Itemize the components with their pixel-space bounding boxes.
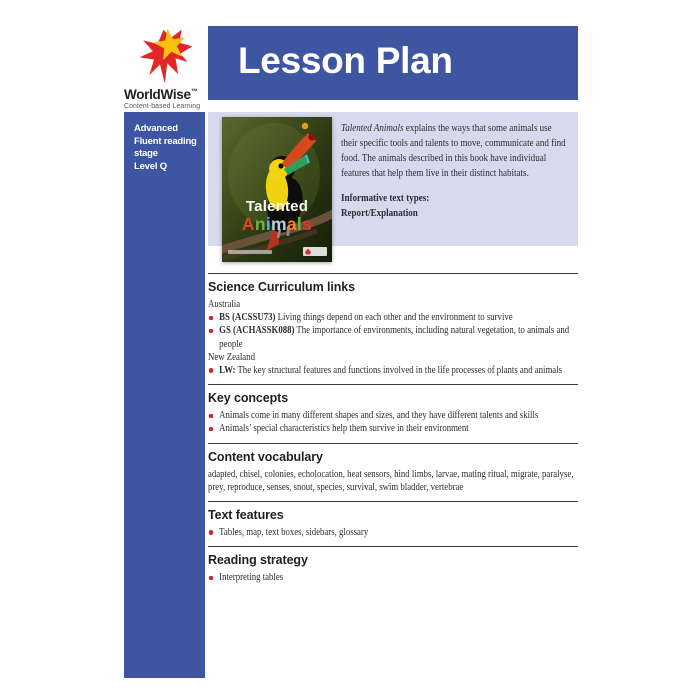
cover-publisher-logo [303, 247, 327, 256]
bullet-icon [209, 316, 213, 321]
item-text: Animals’ special characteristics help them survive in their environment [219, 423, 469, 435]
item-text: Interpreting tables [219, 572, 284, 584]
section-heading: Key concepts [208, 391, 289, 406]
book-description [341, 121, 569, 181]
section-items [208, 526, 578, 539]
item-content [219, 572, 283, 583]
item-bold: LW: [219, 365, 236, 377]
worldwise-star-icon [134, 26, 198, 86]
item-text: The importance of environments, including natural vegetation, to animals and people [219, 325, 570, 350]
bullet-icon [209, 368, 213, 373]
bullet-icon [209, 427, 213, 432]
item-content [219, 410, 538, 421]
section [208, 384, 578, 442]
bullet-item [208, 526, 578, 539]
item-text: Australia [208, 299, 241, 310]
sections [208, 273, 578, 591]
book-title-italic: Talented Animals [341, 123, 404, 134]
section-items [208, 298, 578, 377]
bullet-item [208, 311, 578, 324]
item-text: The key structural features and functions involved in the life processes of plants and animals [235, 365, 563, 377]
plain-item [208, 298, 578, 311]
bullet-icon [209, 329, 213, 334]
section-items [208, 571, 578, 584]
cover-letter: l [296, 213, 303, 234]
bullet-item [208, 571, 578, 584]
bullet-item [208, 324, 578, 350]
section-heading: Reading strategy [208, 553, 308, 568]
cover-letter: a [286, 213, 297, 234]
item-text: Living things depend on each other and the environment to survive [275, 312, 513, 324]
section-items [208, 468, 578, 494]
section [208, 273, 578, 384]
bullet-item [208, 409, 578, 422]
item-content [219, 325, 569, 349]
cover-letter: s [302, 213, 313, 234]
item-content [219, 365, 562, 376]
bullet-icon [209, 576, 213, 581]
intro-description-block [341, 121, 569, 221]
reading-level-label: Level Q [134, 160, 167, 172]
section-heading: Science Curriculum links [208, 280, 355, 294]
brand-name: WorldWise™ [124, 87, 198, 102]
section [208, 501, 578, 546]
bullet-item [208, 364, 578, 377]
section [208, 546, 578, 591]
book-cover [222, 117, 332, 262]
cover-title [222, 199, 332, 233]
item-text: New Zealand [208, 351, 255, 363]
brand-tagline: Content-based Learning [124, 103, 201, 110]
reading-stage-sidebar [124, 112, 205, 678]
cover-letter: A [241, 213, 255, 234]
cover-letter: n [254, 213, 266, 234]
item-content [219, 527, 368, 538]
item-text: Animals come in many different shapes and sizes, and they have different talents and skills [219, 410, 539, 422]
item-text: Tables, map, text boxes, sidebars, glossary [219, 527, 369, 539]
text-types-value: Report/Explanation [341, 207, 418, 219]
text-types-block [341, 192, 569, 221]
page-title: Lesson Plan [238, 40, 453, 81]
cover-letter: i [265, 213, 271, 234]
book-description-text: explains the ways that some animals use their specific tools and talents to move, communicate and find food. The animals described in this book have individual features that help them live in their distinct habitats. [341, 123, 566, 179]
bullet-icon [209, 530, 213, 535]
cover-title-talented: Talented [245, 198, 309, 215]
text-types-label: Informative text types: [341, 193, 430, 204]
section-heading: Text features [208, 508, 284, 523]
item-bold: BS (ACSSU73) [219, 312, 276, 324]
plain-item [208, 468, 578, 494]
plain-item [208, 351, 578, 364]
item-bold: GS (ACHASSK088) [219, 325, 295, 337]
cover-author-credit [228, 250, 272, 254]
toucan-cover-illustration [222, 117, 332, 262]
trademark-symbol: ™ [190, 88, 198, 96]
mini-star-icon [305, 249, 311, 255]
item-content [219, 312, 512, 323]
brand-logo [124, 26, 210, 116]
cover-letter: m [270, 213, 287, 234]
bullet-icon [209, 414, 213, 419]
item-content [219, 423, 468, 434]
header-bar [208, 26, 578, 100]
bullet-item [208, 422, 578, 435]
cover-title-animals [222, 215, 332, 233]
section [208, 443, 578, 501]
item-text: adapted, chisel, colonies, echolocation, heat sensors, hind limbs, larvae, mating ritual, migrate, paralyse, prey, reproduce, senses, snout, species, survival, swim bladder, vertebrae [208, 468, 574, 493]
section-items [208, 409, 578, 435]
section-heading: Content vocabulary [208, 449, 323, 464]
reading-stage-label: Advanced Fluent reading stage [134, 123, 197, 159]
